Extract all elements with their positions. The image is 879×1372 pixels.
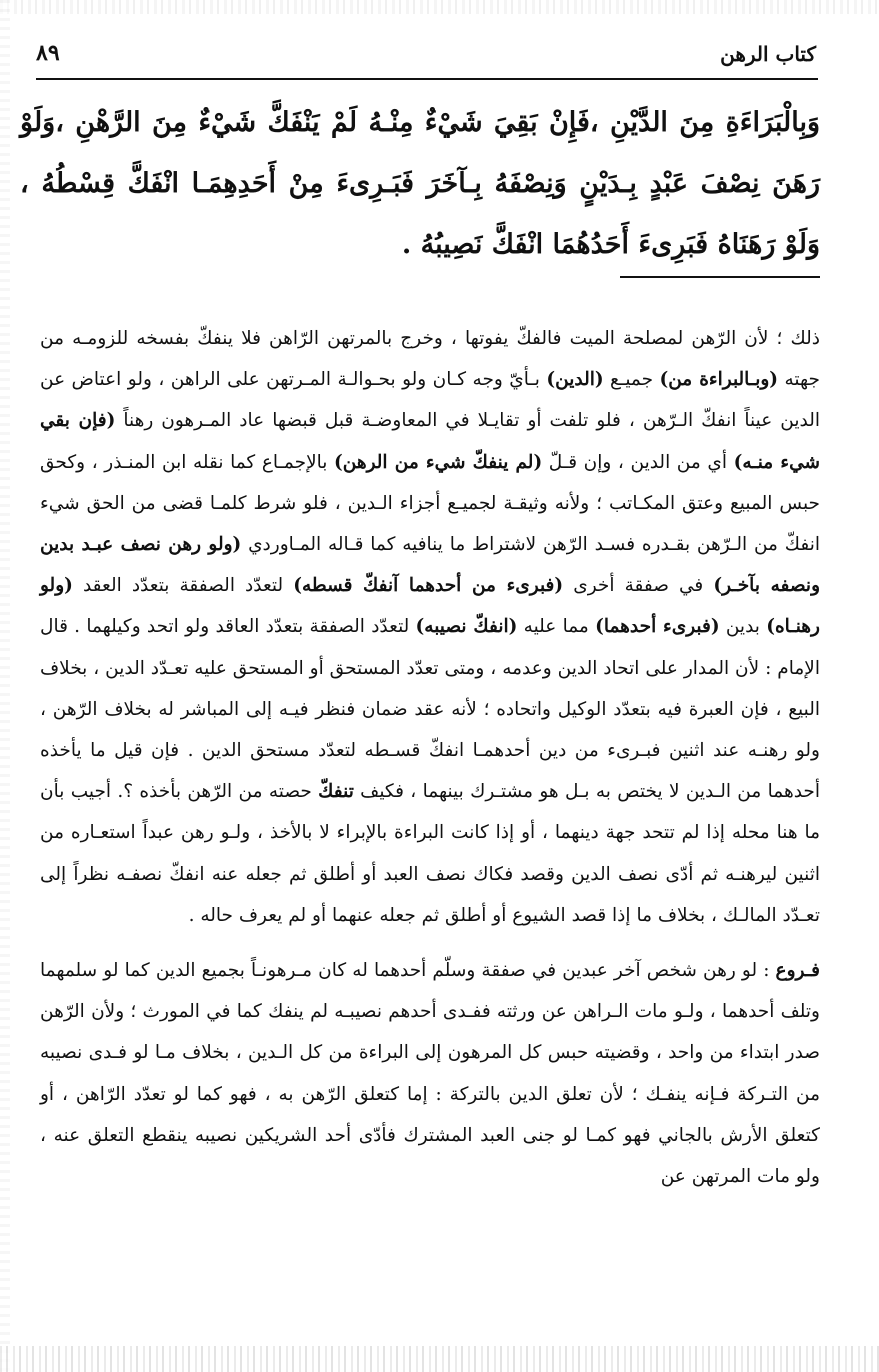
quoted-matn-segment: (فبرىء من أحدهما آنفكّ قسطه) bbox=[293, 575, 564, 597]
commentary-segment: جميـع bbox=[603, 369, 660, 391]
commentary-segment: لتعدّد الصفقة بتعدّد العاقد ولو اتحد وكيلهما . قال الإمام : لأن المدار على اتحاد الدين وعدمه ، ومتى تعدّد المستحق أو المستحق عليه تعـدّد الدين ، بخلاف البيع ، فإن العبرة فيه بتعدّد الوكيل واتحاده ؛ لأنه عقد ضمان فنظر فيـه إلى المباشر له بخلاف الرّهن ، ولو رهنـه عند اثنين فبـرىء من دين أحدهمـا انفكّ قسـطه لتعدّد مستحق الدين . فإن قيل ما يأخذه أحدهما من الـدين لا يختص به بـل هو مشتـرك بينهما ، فكيف bbox=[40, 616, 821, 803]
scan-noise-left bbox=[0, 0, 10, 1372]
scan-noise-bottom bbox=[0, 1346, 879, 1372]
commentary-segment: بدين bbox=[719, 616, 767, 638]
commentary-block bbox=[40, 318, 820, 1197]
commentary-segment: بـأيّ وجه كـان ولو بحـوالـة المـرتهن على الراهن ، ولو اعتاض عن الدين عيناً انفكّ الـرّهن ، فلو تلفت أو تقايـلا في المعاوضـة قبل قبضها عاد المـرهون رهناً bbox=[40, 369, 820, 432]
furu-text: : لو رهن شخص آخر عبدين في صفقة وسلّم أحدهما له كان مـرهونـاً بجميع الدين كما لو سلمهما وتلف أحدهما ، ولـو مات الـراهن عن ورثته ففـدى أحدهم نصيبـه لم ينفك كما في المورث ؛ ولأن الرّهن صدر ابتداء من واحد ، وقضيته حبس كل المرهون إلى البراءة من كل الـدين ، بخلاف مـا لو فـدى نصيبه من التـركة فـإنه ينفـك ؛ لأن تعلق الدين بالتركة : إما كتعلق الرّهن به ، فهو كما لو تعدّد الرّاهن ، أو كتعلق الأرش بالجاني فهو كمـا لو جنى العبد المشترك فأدّى أحد الشريكين نصيبه ينقطع التعلق عنه ، ولو مات المرتهن عن bbox=[40, 960, 820, 1188]
commentary-segment: مما عليه bbox=[517, 616, 596, 638]
quoted-matn-segment: (فإن بقي شيء منـه) bbox=[40, 410, 820, 473]
header-rule bbox=[36, 78, 818, 80]
matn-text-block bbox=[20, 92, 820, 275]
commentary-paragraph-1 bbox=[40, 318, 820, 936]
separator-rule bbox=[620, 276, 820, 278]
quoted-matn-segment: (فبرىء أحدهما) bbox=[595, 616, 720, 638]
matn-text: وَبِالْبَرَاءَةِ مِنَ الدَّيْنِ ،فَإِنْ بَقِيَ شَيْءٌ مِنْـهُ لَمْ يَنْفَكَّ شَيْءٌ مِنَ الرَّهْنِ ،وَلَوْ رَهَنَ نِصْفَ عَبْدٍ بِـدَيْنٍ وَنِصْفَهُ بِـآخَرَ فَبَـرِىءَ مِنْ أَحَدِهِمَـا انْفَكَّ قِسْطُهُ ، وَلَوْ رَهَنَاهُ فَبَرِىءَ أَحَدُهُمَا انْفَكَّ نَصِيبُهُ . bbox=[20, 107, 820, 260]
commentary-segment: أي من الدين ، وإن قـلّ bbox=[542, 451, 734, 473]
quoted-matn-segment: (ولو رهنـاه) bbox=[40, 575, 820, 638]
book-title: كتاب الرهن bbox=[720, 42, 816, 66]
quoted-matn-segment: (وبـالبراءة من) bbox=[659, 369, 779, 391]
quoted-matn-segment: (لم ينفكّ شيء من الرهن) bbox=[334, 451, 543, 473]
quoted-matn-segment: تنفكّ bbox=[318, 781, 354, 803]
commentary-paragraph-2 bbox=[40, 950, 820, 1197]
page-number: ٨٩ bbox=[36, 40, 60, 66]
running-header bbox=[36, 36, 816, 76]
quoted-matn-segment: (ولو رهن نصف عبـد بدين ونصفه بآخـر) bbox=[40, 534, 821, 597]
furu-label: فـروع bbox=[775, 960, 820, 982]
scan-noise-top bbox=[0, 0, 879, 14]
commentary-segment: حصته من الرّهن بأخذه ؟. أجيب بأن ما هنا محله إذا لم تتحد جهة دينهما ، أو إذا كانت البراءة بالإبراء لا بالأخذ ، ولـو رهن عبداً استعـاره من اثنين ليرهنـه ثم أدّى نصف الدين وقصد فكاك نصف العبد أو أطلق ثم جعله عنه انفكّ نصفـه نظراً إلى تعـدّد المالـك ، بخلاف ما إذا قصد الشيوع أو أطلق ثم جعله عنهما أو لم يعرف حاله . bbox=[40, 781, 820, 926]
commentary-segment: ذلك ؛ لأن الرّهن لمصلحة الميت فالفكّ يفوتها ، وخرج بالمرتهن الرّاهن فلا ينفكّ بفسخه للزومـه من جهته bbox=[40, 328, 820, 391]
quoted-matn-segment: (انفكّ نصيبه) bbox=[415, 616, 518, 638]
commentary-segment: في صفقة أخرى bbox=[563, 575, 714, 597]
quoted-matn-segment: (الدين) bbox=[546, 369, 604, 391]
commentary-segment: بالإجمـاع كما نقله ابن المنـذر ، وكحق حبس المبيع وعتق المكـاتب ؛ ولأنه وثيقـة لجميـع أجزاء الـدين ، فلو شرط كلمـا قضى من الحق شيء انفكّ من الـرّهن بقـدره فسـد الرّهن لاشتراط ما ينافيه كما قـاله المـاوردي bbox=[40, 451, 820, 556]
commentary-segment: لتعدّد الصفقة بتعدّد العقد bbox=[72, 575, 294, 597]
